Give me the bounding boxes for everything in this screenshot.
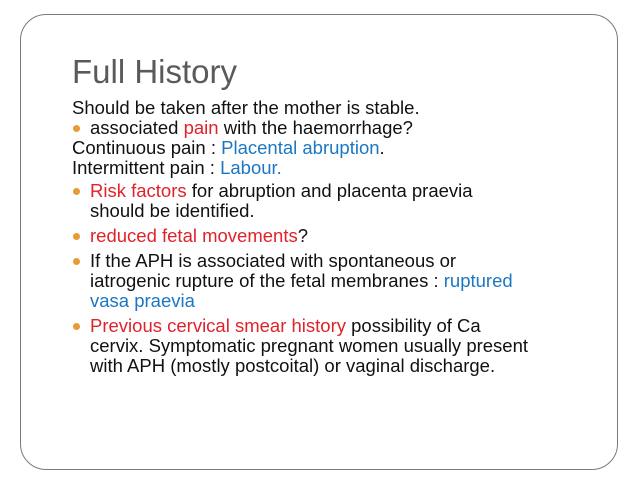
text-fragment: cervix. Symptomatic pregnant women usually present <box>90 335 529 356</box>
text-fragment: Continuous pain : <box>72 137 222 158</box>
text-fragment: iatrogenic rupture of the fetal membranes : <box>90 270 444 291</box>
highlight-placental-abruption: Placental abruption <box>221 137 380 158</box>
highlight-reduced-fetal-movements: reduced fetal movements <box>90 225 298 246</box>
bullet-icon <box>73 188 80 195</box>
bullet-point-risk-factors <box>72 181 612 221</box>
text-fragment: with the haemorrhage? <box>218 117 413 138</box>
bullet-point-fetal-movements <box>72 226 612 246</box>
text-line-intermittent-pain <box>72 158 612 178</box>
text-fragment: for abruption and placenta praevia <box>186 180 473 201</box>
text-fragment: ? <box>297 225 309 246</box>
highlight-risk-factors: Risk factors <box>90 180 187 201</box>
text-fragment: Intermittent pain : <box>72 157 221 178</box>
bullet-point-aph-rupture <box>72 251 612 311</box>
highlight-pain: pain <box>183 117 219 138</box>
bullet-icon <box>73 323 80 330</box>
highlight-ruptured: ruptured <box>443 270 513 291</box>
slide-title: Full History <box>72 53 238 90</box>
text-fragment: possibility of Ca <box>346 315 481 336</box>
text-line-stable: Should be taken after the mother is stable. <box>72 97 420 118</box>
text-fragment: If the APH is associated with spontaneous or <box>90 250 457 271</box>
text-fragment: should be identified. <box>90 200 255 221</box>
text-fragment: . <box>379 137 385 158</box>
bullet-icon <box>73 233 80 240</box>
highlight-cervical-smear-history: Previous cervical smear history <box>90 315 346 336</box>
text-fragment: with APH (mostly postcoital) or vaginal discharge. <box>90 355 496 376</box>
text-fragment: associated <box>90 117 184 138</box>
bullet-icon <box>73 125 80 132</box>
bullet-point-pain <box>72 118 612 138</box>
text-line-continuous-pain <box>72 138 612 158</box>
highlight-vasa-praevia: vasa praevia <box>90 290 195 311</box>
bullet-icon <box>73 258 80 265</box>
bullet-point-cervical-smear <box>72 316 612 376</box>
highlight-labour: Labour. <box>220 157 282 178</box>
slide-content <box>72 98 612 376</box>
